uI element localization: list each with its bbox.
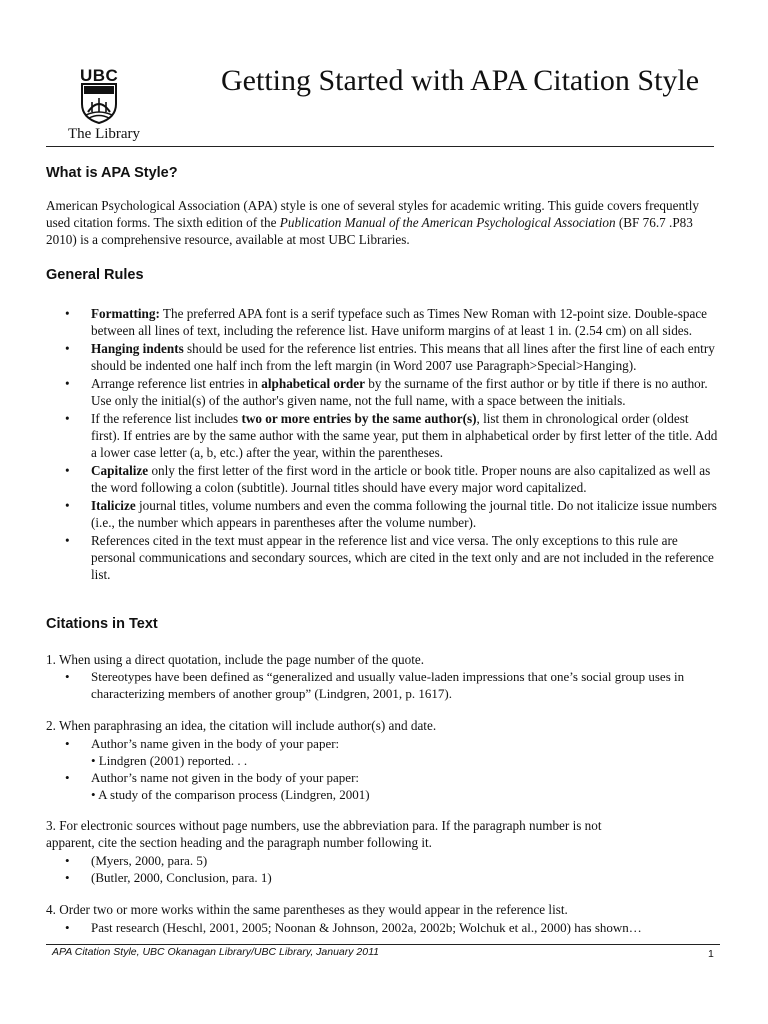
rule-item-references [46,532,720,583]
list-item-text: (Butler, 2000, Conclusion, para. 1) [91,870,272,885]
rule-item-formatting [46,305,720,339]
citation-point-3-line-1: 3. For electronic sources without page numbers, use the abbreviation para. If the paragraph number is not [46,818,602,833]
bullet: • [65,533,70,548]
bullet: • [65,306,70,321]
citation-point-2-list [46,735,720,803]
citation-point-4-list [46,919,720,936]
rule-item-same-author [46,410,720,461]
general-rules-heading: General Rules [46,267,144,283]
bullet: • [65,669,70,684]
rule-bold: two or more entries by the same author(s) [241,411,477,426]
citations-heading: Citations in Text [46,616,158,632]
bullet: • [65,736,70,751]
rule-text: The preferred APA font is a serif typeface such as Times New Roman with 12-point size. Double-space between all lines of text, including the reference list. Have uniform margins of at least 1 in. (2.54 cm) on all sides. [91,306,708,338]
ubc-crest-icon [80,82,118,124]
rule-bold: Formatting: [91,306,160,321]
list-item-text: Past research (Heschl, 2001, 2005; Noonan & Johnson, 2002a, 2002b; Wolchuk et al., 2000) has shown… [91,920,642,935]
rule-text: only the first letter of the first word in the article or book title. Proper nouns are also capitalized as well as the word following a colon (subtitle). Journal titles should have every major word capitalized. [91,463,711,495]
rule-item-alphabetical [46,375,720,409]
rule-bold: alphabetical order [261,376,365,391]
general-rules-list [46,305,720,584]
page-number: 1 [708,948,714,960]
rule-text: References cited in the text must appear in the reference list and vice versa. The only exceptions to this rule are personal communications and secondary sources, which are cited in the text only and are not included in the reference list. [91,533,714,582]
list-item [46,735,720,769]
list-item-text: (Myers, 2000, para. 5) [91,853,208,868]
logo-caption: The Library [68,126,141,142]
footer-text: APA Citation Style, UBC Okanagan Library/UBC Library, January 2011 [52,946,380,958]
rule-pre: Arrange reference list entries in [91,376,262,391]
rule-item-capitalize [46,462,720,496]
citation-point-3-list [46,852,720,886]
citation-point-2: 2. When paraphrasing an idea, the citation will include author(s) and date. [46,718,437,733]
bullet: • [65,463,70,478]
bullet: • [65,920,70,935]
bullet: • [65,770,70,785]
what-is-paragraph [46,197,726,248]
rule-text: journal titles, volume numbers and even the comma following the journal title. Do not italicize issue numbers (i.e., the number which appears in parentheses after the volume number). [91,498,717,530]
rule-bold: Capitalize [91,463,149,478]
ubc-library-logo [66,66,146,146]
citation-point-3 [46,817,726,851]
list-item [46,769,720,803]
list-item-text: Author’s name not given in the body of your paper: [91,770,360,785]
list-item [46,852,720,869]
rule-bold: Italicize [91,498,136,513]
document-title: Getting Started with APA Citation Style [221,64,700,97]
rule-item-italicize [46,497,720,531]
quote-example: Stereotypes have been defined as “generalized and usually value-laden impressions that one’s social group uses in characterizing members of another group” (Lindgren, 2001, p. 1617). [91,669,685,701]
rule-bold: Hanging indents [91,341,184,356]
footer-divider [46,944,720,945]
citation-point-4: 4. Order two or more works within the same parentheses as they would appear in the reference list. [46,902,568,917]
list-item [46,919,720,936]
what-is-text-1: American Psychological Association (APA) style is one of several styles for academic writing. This guide covers frequently used citation forms. The sixth edition of the [46,198,699,230]
bullet: • [65,870,70,885]
rule-text: by the surname of the first author or by title if there is no author. Use only the initial(s) of the author's given name, not the full name, with a space between the initials. [91,376,708,408]
rule-item-hanging-indents [46,340,720,374]
rule-text: should be used for the reference list entries. This means that all lines after the first line of each entry should be indented one half inch from the left margin (in Word 2007 use Paragraph>Special>Hanging). [91,341,715,373]
list-item [46,668,720,702]
list-item-example: • Lindgren (2001) reported. . . [91,753,248,768]
what-is-text-2: (BF 76.7 .P83 2010) is a comprehensive resource, available at most UBC Libraries. [46,215,693,247]
list-item-example: • A study of the comparison process (Lindgren, 2001) [91,787,370,802]
citation-point-3-line-2: apparent, cite the section heading and the paragraph number following it. [46,835,432,850]
bullet: • [65,341,70,356]
logo-ubc-text: UBC [80,66,119,85]
rule-text: , list them in chronological order (oldest first). If entries are by the same author with the same year, put them in alphabetical order by first letter of the title. Add a lower case letter (a, b, etc.) after the year, within the parentheses. [91,411,718,460]
citation-point-1: 1. When using a direct quotation, include the page number of the quote. [46,652,425,667]
bullet: • [65,853,70,868]
list-item-text: Author’s name given in the body of your paper: [91,736,340,751]
list-item [46,869,720,886]
manual-title: Publication Manual of the American Psychological Association [279,215,616,230]
citation-point-1-list [46,668,720,702]
rule-pre: If the reference list includes [91,411,242,426]
what-is-heading: What is APA Style? [46,165,178,181]
bullet: • [65,498,70,513]
bullet: • [65,411,70,426]
header-divider [46,146,714,147]
bullet: • [65,376,70,391]
